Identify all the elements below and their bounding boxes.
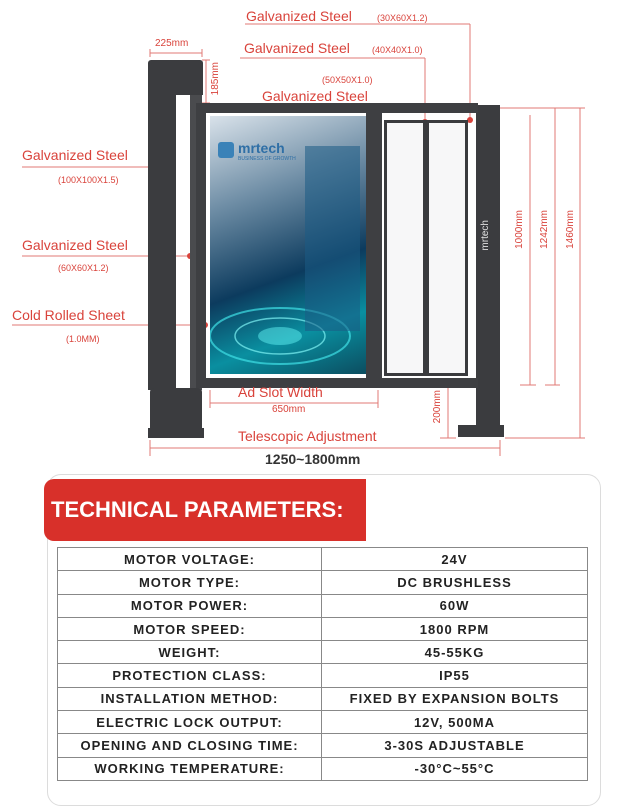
ad-slot-label: Ad Slot Width (238, 384, 323, 400)
param-key: MOTOR TYPE: (58, 571, 322, 594)
param-key: OPENING AND CLOSING TIME: (58, 734, 322, 757)
param-value: 1800 RPM (322, 617, 588, 640)
dim-post-height: 185mm (210, 62, 221, 96)
glass-panel-2 (426, 120, 468, 376)
param-value: 12V, 500MA (322, 711, 588, 734)
table-row (58, 734, 588, 757)
dim-post-width: 225mm (155, 38, 189, 49)
gate-left-stile (196, 113, 206, 378)
telescopic-value: 1250~1800mm (265, 451, 361, 467)
table-row (58, 757, 588, 780)
callout-mid-steel-spec: (40X40X1.0) (372, 45, 423, 55)
table-row (58, 664, 588, 687)
post-logo: mrtech (480, 220, 491, 251)
param-key: MOTOR POWER: (58, 594, 322, 617)
dim-frame-height: 1242mm (539, 210, 550, 249)
table-row (58, 687, 588, 710)
telescopic-label: Telescopic Adjustment (238, 428, 377, 444)
table-row (58, 711, 588, 734)
param-value: IP55 (322, 664, 588, 687)
param-value: 24V (322, 548, 588, 571)
glass-panel-1 (384, 120, 426, 376)
param-key: WEIGHT: (58, 641, 322, 664)
left-base (150, 388, 202, 433)
callout-top-steel: Galvanized Steel (246, 8, 352, 24)
param-value: 60W (322, 594, 588, 617)
callout-top-steel-spec: (30X60X1.2) (377, 13, 428, 23)
right-post (476, 105, 500, 425)
callout-left-steel-2: Galvanized Steel (22, 237, 128, 253)
param-value: DC BRUSHLESS (322, 571, 588, 594)
param-value: -30°C~55°C (322, 757, 588, 780)
param-value: FIXED BY EXPANSION BOLTS (322, 687, 588, 710)
param-key: INSTALLATION METHOD: (58, 687, 322, 710)
left-foot (148, 428, 204, 438)
callout-low-steel-spec: (50X50X1.0) (322, 75, 373, 85)
param-key: WORKING TEMPERATURE: (58, 757, 322, 780)
callout-cold-sheet-spec: (1.0MM) (66, 334, 100, 344)
dim-bottom-gap: 200mm (432, 390, 443, 424)
parameters-table (57, 547, 588, 781)
callout-cold-sheet: Cold Rolled Sheet (12, 307, 125, 323)
param-key: PROTECTION CLASS: (58, 664, 322, 687)
ad-slot-value: 650mm (272, 404, 306, 415)
mid-stile (366, 113, 382, 378)
param-key: MOTOR SPEED: (58, 617, 322, 640)
param-value: 3-30S ADJUSTABLE (322, 734, 588, 757)
table-row (58, 617, 588, 640)
left-post (148, 60, 203, 95)
ad-screen (210, 116, 366, 374)
top-rail (196, 103, 478, 113)
dim-total-height: 1460mm (565, 210, 576, 249)
screen-logo-icon (218, 142, 234, 158)
callout-left-steel-1-spec: (100X100X1.5) (58, 175, 119, 185)
screen-tagline: BUSINESS OF GROWTH (238, 156, 296, 162)
table-row (58, 571, 588, 594)
param-value: 45-55KG (322, 641, 588, 664)
parameters-title: TECHNICAL PARAMETERS: (44, 479, 366, 541)
param-key: MOTOR VOLTAGE: (58, 548, 322, 571)
table-row (58, 641, 588, 664)
dim-inner-height: 1000mm (514, 210, 525, 249)
right-foot (458, 425, 504, 437)
callout-mid-steel: Galvanized Steel (244, 40, 350, 56)
callout-left-steel-2-spec: (60X60X1.2) (58, 263, 109, 273)
screen-logo: mrtech (238, 140, 285, 156)
left-post-column (148, 95, 176, 390)
table-row (58, 548, 588, 571)
table-row (58, 594, 588, 617)
callout-low-steel: Galvanized Steel (262, 88, 368, 104)
callout-left-steel-1: Galvanized Steel (22, 147, 128, 163)
param-key: ELECTRIC LOCK OUTPUT: (58, 711, 322, 734)
